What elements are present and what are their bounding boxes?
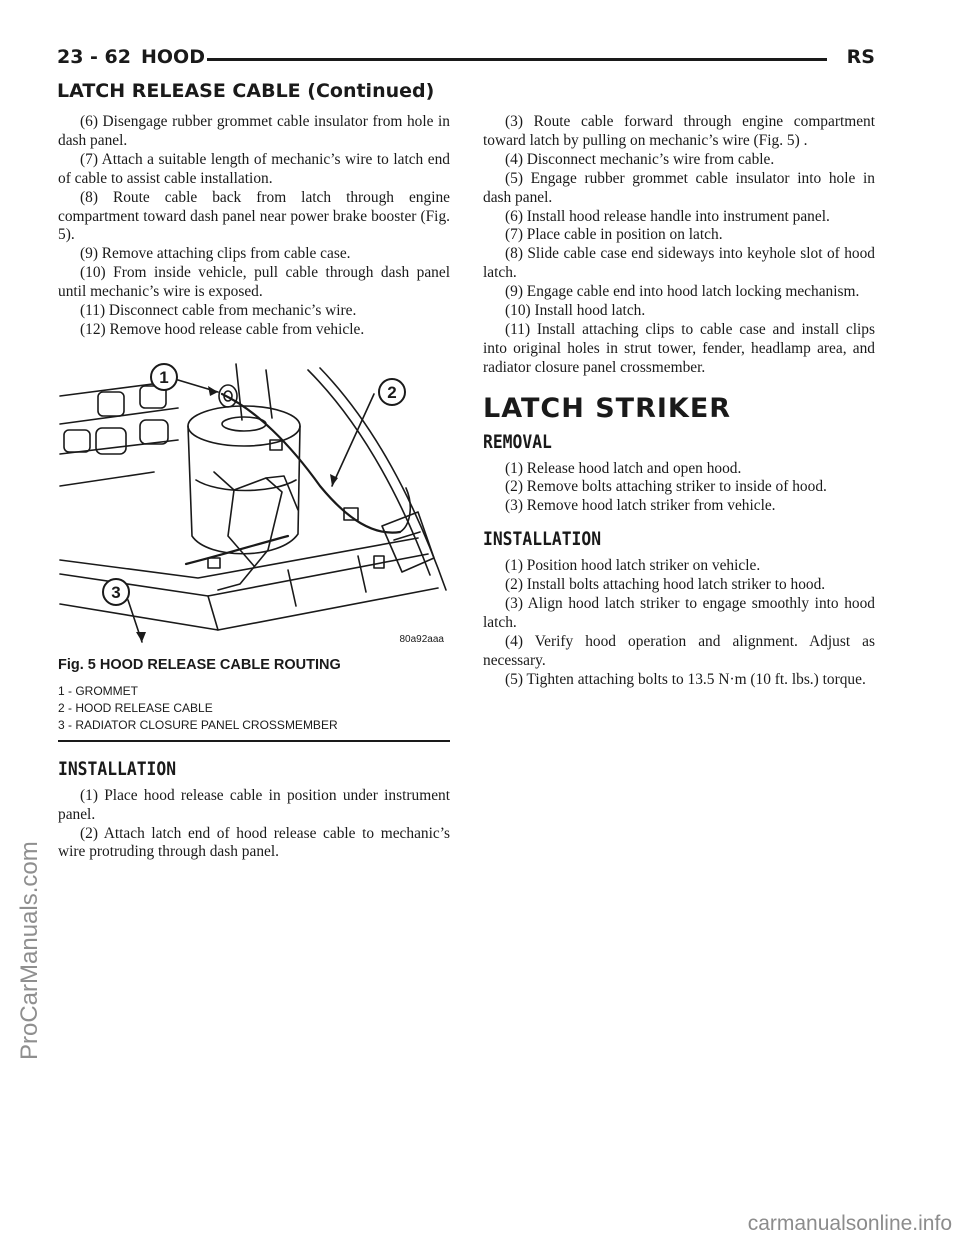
step-text: (1) Position hood latch striker on vehicle.	[505, 557, 761, 575]
footer-url: carmanualsonline.info	[747, 1212, 952, 1235]
step-text: (8) Slide cable case end sideways into keyhole slot of hood latch.	[483, 245, 875, 282]
step-text: (10) Install hood latch.	[505, 302, 646, 320]
continued-title: LATCH RELEASE CABLE (Continued)	[57, 80, 435, 102]
page-header	[57, 46, 875, 74]
legend-item: 1 - GROMMET	[58, 683, 138, 698]
figure-hood-release-cable-routing	[58, 360, 450, 648]
step-text: (1) Place hood release cable in position under instrument panel.	[58, 786, 450, 823]
figure-legend	[58, 683, 450, 734]
latch-striker-title: LATCH STRIKER	[483, 392, 732, 424]
figure-code: 80a92aaa	[399, 633, 444, 645]
legend-rule	[58, 740, 450, 742]
watermark: ProCarManuals.com	[16, 841, 43, 1060]
figure-caption: Fig. 5 HOOD RELEASE CABLE ROUTING	[58, 656, 341, 673]
callout-3-label: 3	[111, 582, 121, 602]
step-text: (2) Attach latch end of hood release cable to mechanic’s wire protruding through dash panel.	[58, 824, 450, 861]
step-text: (9) Remove attaching clips from cable case.	[80, 245, 351, 263]
step-text: (5) Engage rubber grommet cable insulator into hole in dash panel.	[483, 169, 875, 206]
step-text: (9) Engage cable end into hood latch locking mechanism.	[505, 283, 860, 301]
header-rule	[207, 58, 827, 61]
step-text: (10) From inside vehicle, pull cable through dash panel until mechanic’s wire is exposed.	[58, 264, 450, 301]
right-column	[483, 113, 875, 689]
step-text: (3) Align hood latch striker to engage smoothly into hood latch.	[483, 594, 875, 631]
step-text: (1) Release hood latch and open hood.	[505, 459, 742, 477]
legend-item: 3 - RADIATOR CLOSURE PANEL CROSSMEMBER	[58, 717, 338, 732]
removal-heading: REMOVAL	[483, 430, 552, 453]
step-text: (3) Remove hood latch striker from vehicle.	[505, 497, 776, 515]
step-text: (12) Remove hood release cable from vehicle.	[80, 320, 365, 338]
step-text: (4) Disconnect mechanic’s wire from cable.	[505, 150, 775, 168]
step-text: (11) Install attaching clips to cable case and install clips into original holes in strut tower, fender, headlamp area, and radiator closure panel crossmember.	[483, 320, 875, 376]
callout-2-label: 2	[387, 382, 397, 402]
left-column	[58, 113, 450, 862]
step-text: (6) Install hood release handle into instrument panel.	[505, 207, 830, 225]
step-text: (3) Route cable forward through engine compartment toward latch by pulling on mechanic’s wire (Fig. 5) .	[483, 113, 875, 149]
step-text: (8) Route cable back from latch through engine compartment toward dash panel near power brake booster (Fig. 5).	[58, 188, 450, 244]
step-text: (4) Verify hood operation and alignment. Adjust as necessary.	[483, 632, 875, 669]
installation-heading: INSTALLATION	[483, 528, 602, 551]
cable-routing-illustration	[58, 360, 450, 648]
step-text: (2) Install bolts attaching hood latch striker to hood.	[505, 576, 826, 594]
installation-heading: INSTALLATION	[58, 757, 177, 780]
step-text: (7) Place cable in position on latch.	[505, 226, 723, 244]
step-text: (2) Remove bolts attaching striker to inside of hood.	[505, 478, 827, 496]
step-text: (6) Disengage rubber grommet cable insulator from hole in dash panel.	[58, 113, 450, 149]
model-code: RS	[846, 46, 875, 68]
section-title: HOOD	[141, 46, 205, 68]
step-text: (7) Attach a suitable length of mechanic’s wire to latch end of cable to assist cable installation.	[58, 150, 450, 187]
step-text: (5) Tighten attaching bolts to 13.5 N·m (10 ft. lbs.) torque.	[505, 670, 866, 688]
legend-item: 2 - HOOD RELEASE CABLE	[58, 700, 213, 715]
callout-1-label: 1	[159, 367, 169, 387]
step-text: (11) Disconnect cable from mechanic’s wire.	[80, 302, 357, 320]
page-number: 23 - 62	[57, 46, 131, 68]
